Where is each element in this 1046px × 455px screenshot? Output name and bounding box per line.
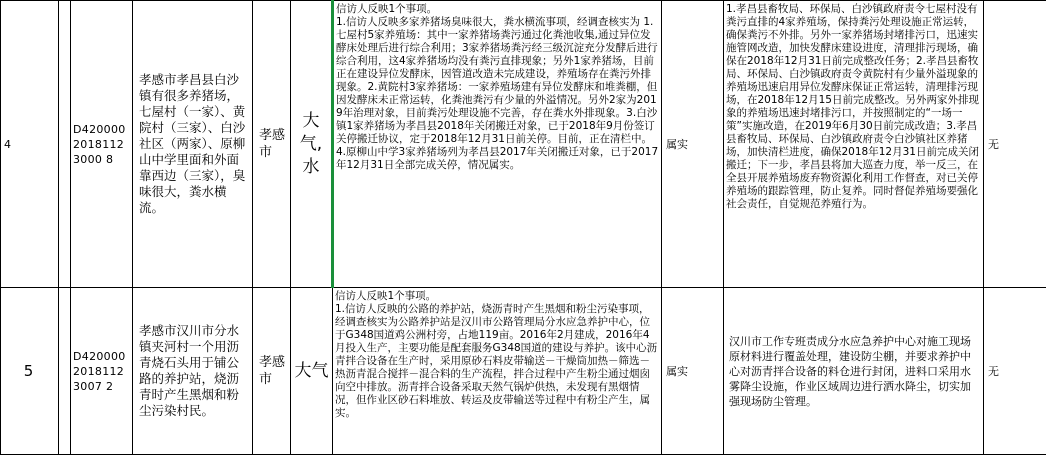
table-row (1, 1, 1046, 288)
spacer-cell (59, 288, 71, 455)
pollution-type: 大气,水 (291, 1, 333, 288)
table-row (1, 288, 1046, 455)
city-cell: 孝感市 (253, 288, 291, 455)
complaint-address: 孝感市孝昌县白沙镇有很多养猪场，七屋村（一家）、黄院村（三家）、白沙社区（两家）、原柳山中学里面和外面靠西边（三家），臭味很大，粪水横流。 (133, 1, 253, 288)
case-code: D42000020181123007 2 (71, 288, 133, 455)
pollution-type: 大气 (291, 288, 333, 455)
row-number: 5 (1, 288, 59, 455)
city-cell: 孝感市 (253, 1, 291, 288)
remediation-measures: 1.孝昌县畜牧局、环保局、白沙镇政府责令七屋村没有粪污直排的4家养殖场，保持粪污处理设施正常运转，确保粪污不外排。另外一家养猪场封堵排污口，迅速实施管网改造，加快发酵床建设进度，清理排污现场，确保在2018年12月31日前完成整改任务；2.孝昌县畜牧局、环保局、白沙镇政府责令黄院村有少量外溢现象的养殖场迅速启用异位发酵床保证正常运转，清理排污现场，在2018年12月15日前完成整改。另外两家外排现象的养殖场迅速封堵排污口，并按照制定的“一场一策”实施改造，在2019年6月30日前完成改造；3.孝昌县畜牧局、环保局、白沙镇政府责令白沙镇社区养猪场，加快清栏进度，确保2018年12月31日前完成关闭搬迁；下一步，孝昌县将加大巡查力度，举一反三，在全县开展养殖场废弃物资源化利用工作督查，对已关停养殖场的跟踪管理，防止复养。同时督促养殖场要强化社会责任，自觉规范养殖行为。 (724, 1, 984, 288)
truth-status: 属实 (662, 1, 724, 288)
spacer-cell (59, 1, 71, 288)
investigation-result: 信访人反映1个事项。 1.信访人反映的公路的养护站，烧沥青时产生黑烟和粉尘污染事项，经调查核实为公路养护站是汉川市公路管理局分水应急养护中心，位于G348国道鸡公洲村旁，占地119亩。2016年2月建成，2016年4月投入生产，主要功能是配套服务G348国道的建设与养护。该中心沥青拌合设备在生产时，采用原砂石料皮带输送－干燥筒加热－筛选－热沥青混合搅拌－混合料的生产流程，拌合过程中产生粉尘通过烟囱向空中排放。沥青拌合设备采取天然气锅炉供热，未发现有黑烟情况，但作业区砂石料堆放、转运及皮带输送等过程中有粉尘产生，属实。 (333, 288, 662, 455)
accountability-cell: 无 (984, 1, 1046, 288)
investigation-result[interactable]: 信访人反映1个事项。 1.信访人反映多家养猪场臭味很大，粪水横流事项，经调查核实为 1.七屋村5家养殖场：其中一家养猪场粪污通过化粪池收集,通过异位发酵床处理后进行综合利用；3家养猪场粪污经三级沉淀充分发酵后进行综合利用，这4家养猪场均没有粪污直排现象；另外1家养猪场，目前正在建设异位发酵床，因管道改造未完成建设，养殖场存在粪污外排现象。2.黄院村3家养猪场：一家养殖场建有异位发酵床和堆粪棚，但因发酵床未正常运转，化粪池粪污有少量的外溢情况。另外2家为2019年治理对象，目前粪污处理设施不完善，存在粪水外排现象。3.白沙镇1家养猪场为孝昌县2018年关闭搬迁对象，已于2018年9月份签订关停搬迁协议，定于2018年12月31日前关停。目前，正在清栏中。4.原柳山中学3家养猪场列为孝昌县2017年关闭搬迁对象，已于2017年12月31日全部完成关停，情况属实。 (333, 1, 662, 288)
remediation-measures: 汉川市工作专班责成分水应急养护中心对施工现场原材料进行覆盖处理，建设防尘棚，并要求养护中心对沥青拌合设备的料仓进行封闭，进料口采用水雾降尘设施，作业区域周边进行洒水降尘，切实加强现场防尘管理。 (724, 288, 984, 455)
complaint-address: 孝感市汉川市分水镇夹河村一个用沥青烧石头用于铺公路的养护站，烧沥青时产生黑烟和粉尘污染村民。 (133, 288, 253, 455)
case-code: D42000020181123000 8 (71, 1, 133, 288)
truth-status: 属实 (662, 288, 724, 455)
row-number: 4 (1, 1, 59, 288)
accountability-cell: 无 (984, 288, 1046, 455)
